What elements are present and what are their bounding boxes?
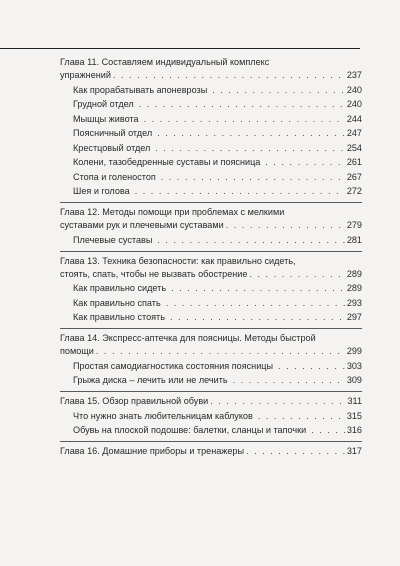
page-number: 240 [346,99,362,109]
page-number: 247 [346,128,362,138]
toc-entry [60,410,362,423]
leader-dots [249,268,344,281]
toc-entry [60,142,362,155]
toc-entry [60,98,362,111]
page-number: 316 [346,425,362,435]
entry-label: Что нужно знать любительницам каблуков [73,410,253,421]
entry-label: Как правильно стоять [73,312,165,322]
toc-entry [60,185,362,198]
chapter-16 [60,445,362,458]
entry-label: Как правильно спать [73,297,161,308]
leader-dots [212,84,345,97]
page-number: 289 [346,268,362,279]
leader-dots [246,445,345,458]
page-number: 317 [346,446,362,456]
toc-entry [60,127,362,140]
leader-dots [226,219,345,232]
leader-dots [155,142,344,155]
entry-label: Грыжа диска – лечить или не лечить [73,375,228,385]
page-number: 261 [346,157,362,167]
page-number: 315 [346,410,362,421]
toc-entry [60,282,362,295]
chapter-title-cont: стоять, спать, чтобы не вызвать обострение [60,268,248,279]
leader-dots [233,374,345,387]
chapter-title: Глава 12. Методы помощи при проблемах с мелкими [60,207,285,217]
page-number: 254 [346,142,362,153]
divider [60,441,362,442]
leader-dots [161,171,345,184]
page-number: 303 [346,360,362,371]
toc-entry [60,311,362,324]
chapter-title: Глава 13. Техника безопасности: как правильно сидеть, [60,255,296,266]
leader-dots [135,185,345,198]
page-number: 297 [346,312,362,322]
entry-label: Как правильно сидеть [73,283,167,293]
entry-label: Колени, тазобедренные суставы и поясница [73,157,261,167]
page-number: 267 [346,171,362,182]
chapter-title-row [60,268,362,281]
chapter-title-row [60,219,362,232]
entry-label: Поясничный отдел [73,128,153,138]
divider [60,202,362,203]
toc-entry [60,171,362,184]
page-number: 289 [346,283,362,293]
leader-dots [166,297,345,310]
chapter-title: Глава 16. Домашние приборы и тренажеры [60,446,245,456]
toc-entry [60,113,362,126]
leader-dots [139,98,345,111]
entry-label: Как прорабатывать апоневрозы [73,84,208,95]
toc-entry [60,360,362,373]
toc-entry [60,297,362,310]
page-number: 244 [346,113,362,124]
chapter-title-row [60,395,362,408]
leader-dots [258,410,345,423]
leader-dots [170,311,345,324]
entry-label: Мышцы живота [73,113,139,124]
chapter-title: Глава 15. Обзор правильной обуви [60,396,209,406]
page-number: 272 [346,186,362,196]
chapter-13 [60,255,362,325]
page-number: 279 [346,220,362,230]
chapter-title-row [60,69,362,82]
toc-entry [60,156,362,169]
entry-label: Обувь на плоской подошве: балетки, сланцы и тапочки [73,425,307,435]
page-number: 293 [346,297,362,308]
chapter-title-cont: упражнений [60,70,111,80]
leader-dots [113,69,345,82]
divider [60,391,362,392]
leader-dots [144,113,345,126]
page-number: 281 [346,234,362,245]
chapter-title: Глава 14. Экспресс-аптечка для поясницы. Методы быстрой [60,333,316,343]
leader-dots [171,282,345,295]
page-number: 311 [347,396,362,406]
divider [60,328,362,329]
page-number: 240 [346,84,362,95]
toc-entry [60,84,362,97]
entry-label: Шея и голова [73,186,130,196]
entry-label: Крестцовый отдел [73,142,151,153]
chapter-title-row [60,345,362,358]
leader-dots [278,360,345,373]
page-number: 299 [346,346,362,356]
chapter-11 [60,56,362,198]
toc-entry [60,374,362,387]
chapter-14 [60,332,362,387]
leader-dots [265,156,344,169]
chapter-title-cont: суставами рук и плечевыми суставами [60,220,224,230]
entry-label: Грудной отдел [73,99,134,109]
entry-label: Простая самодиагностика состояния поясницы [73,360,274,371]
chapter-title: Глава 11. Составляем индивидуальный комплекс [60,57,270,67]
page-number: 237 [346,70,362,80]
chapter-title-cont: помощи [60,346,94,356]
toc-entry [60,424,362,437]
leader-dots [311,424,345,437]
leader-dots [157,127,345,140]
leader-dots [96,345,345,358]
header-rule [0,48,360,49]
chapter-15 [60,395,362,437]
leader-dots [210,395,345,408]
page-number: 309 [346,375,362,385]
chapter-title-row [60,445,362,458]
divider [60,251,362,252]
table-of-contents [60,56,362,458]
toc-entry [60,234,362,247]
leader-dots [157,234,344,247]
entry-label: Стопа и голеностоп [73,171,156,182]
chapter-12 [60,206,362,247]
entry-label: Плечевые суставы [73,234,153,245]
